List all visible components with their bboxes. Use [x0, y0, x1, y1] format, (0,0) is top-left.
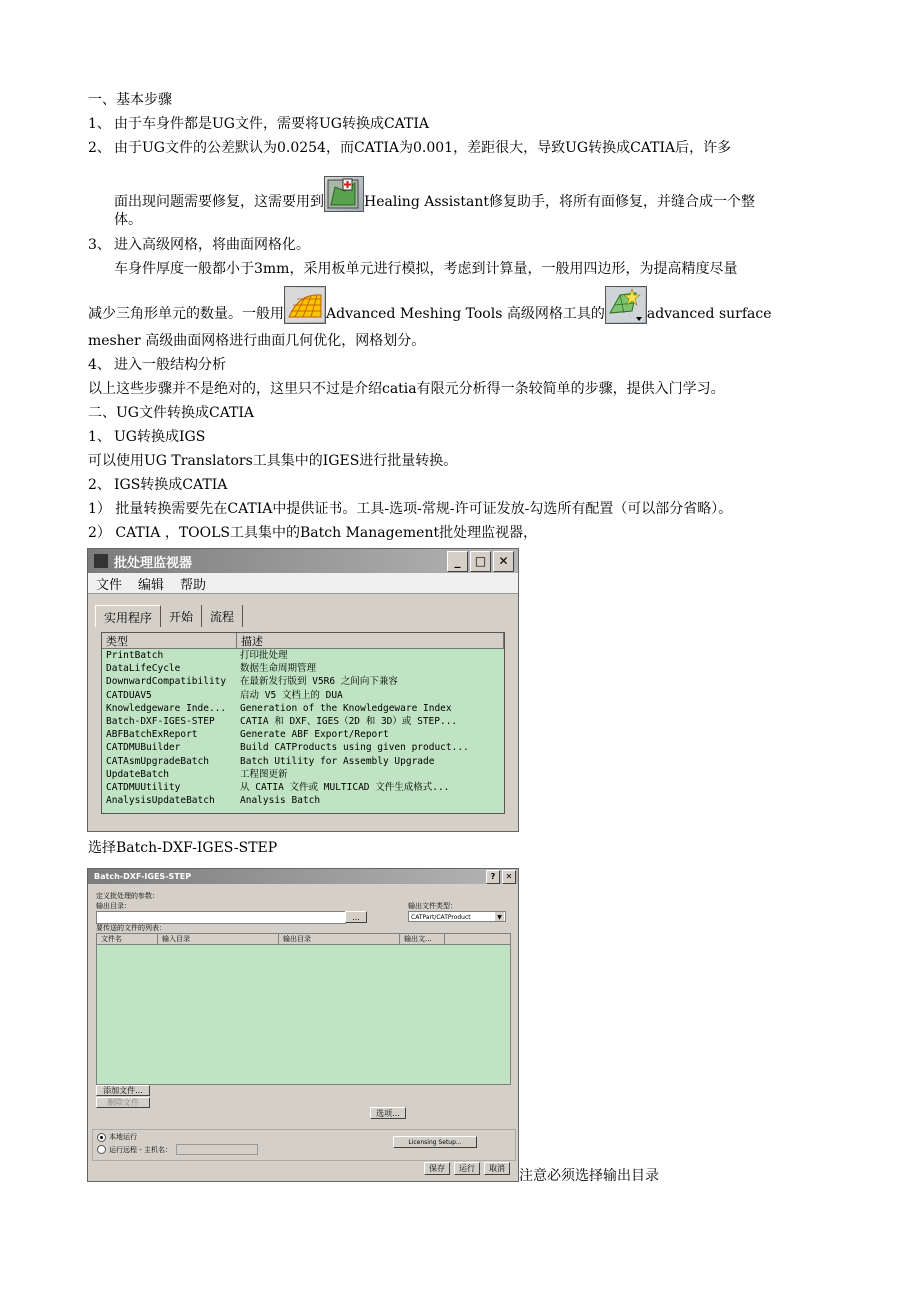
list-header	[102, 633, 504, 649]
list-item-desc: 在最新发行版到 V5R6 之间向下兼容	[240, 676, 398, 688]
browse-button[interactable]: ...	[345, 911, 367, 923]
caption-2: 注意必须选择输出目录	[519, 1168, 659, 1184]
list-item[interactable]	[102, 794, 504, 807]
cancel-button[interactable]: 取消	[484, 1162, 510, 1175]
step-3-paragraph-line2	[88, 286, 772, 324]
paragraph-text: Advanced Meshing Tools 高级网格工具的	[326, 306, 605, 322]
run-mode-group	[92, 1129, 516, 1161]
column-header-output-file[interactable]: 输出文...	[400, 934, 445, 944]
list-item-type: DataLifeCycle	[106, 663, 181, 675]
step-3	[88, 235, 310, 255]
tab-process[interactable]: 流程	[202, 605, 243, 627]
list-item-desc: 从 CATIA 文件或 MULTICAD 文件生成格式...	[240, 781, 450, 793]
list-item-type: ABFBatchExReport	[106, 729, 198, 741]
list-item[interactable]	[102, 689, 504, 702]
column-header-type[interactable]: 类型	[102, 633, 237, 648]
remote-run-label: 运行远程 - 主机名：	[109, 1145, 172, 1154]
list-item[interactable]	[102, 741, 504, 754]
add-file-button[interactable]: 添加文件...	[96, 1085, 150, 1096]
tab-utilities[interactable]: 实用程序	[95, 605, 161, 627]
step-3-paragraph: 车身件厚度一般都小于3mm，采用板单元进行模拟，考虑到计算量，一般用四边形，为提高精度尽量	[114, 261, 738, 277]
step-2	[88, 138, 731, 158]
list-item-type: PrintBatch	[106, 650, 164, 661]
list-item-desc: Generate ABF Export/Report	[240, 729, 389, 741]
menu-edit[interactable]: 编辑	[138, 577, 165, 593]
close-button[interactable]: ✕	[493, 551, 514, 572]
list-item-desc: Batch Utility for Assembly Upgrade	[240, 755, 435, 767]
list-item[interactable]	[102, 702, 504, 715]
step-text: IGS转换成CATIA	[114, 477, 228, 493]
batch-dxf-iges-step-dialog	[87, 868, 519, 1182]
column-header-input-dir[interactable]: 输入目录	[158, 934, 279, 944]
list-item[interactable]	[102, 755, 504, 768]
local-run-label: 本地运行	[109, 1133, 137, 1141]
utility-list	[101, 632, 505, 814]
list-item-type: Batch-DXF-IGES-STEP	[106, 715, 215, 727]
chevron-down-icon[interactable]: ▼	[495, 912, 504, 921]
paragraph-text: 减少三角形单元的数量。一般用	[88, 306, 284, 322]
run-button[interactable]: 运行	[454, 1162, 480, 1175]
app-icon	[94, 554, 108, 568]
dialog-titlebar	[88, 869, 518, 884]
list-item[interactable]	[102, 768, 504, 781]
close-button[interactable]: ✕	[502, 870, 516, 884]
step-number: 1、	[88, 429, 111, 445]
maximize-button[interactable]: □	[470, 551, 491, 572]
step-4	[88, 355, 226, 375]
file-list-label: 要传送的文件的列表：	[96, 924, 166, 932]
step-2-continued	[114, 178, 755, 212]
hostname-input[interactable]	[176, 1144, 258, 1155]
step-number: 2、	[88, 477, 111, 493]
step-number: 2、	[88, 140, 111, 156]
list-item[interactable]	[102, 728, 504, 741]
bullet-2: 2） CATIA ，TOOLS工具集中的Batch Management批处理监视器，	[88, 525, 538, 541]
radio-checked-icon[interactable]	[97, 1133, 106, 1142]
list-item-desc: CATIA 和 DXF、IGES（2D 和 3D）或 STEP...	[240, 715, 458, 727]
step-text: 由于UG文件的公差默认为0.0254，而CATIA为0.001，差距很大，导致UG转换成CATIA后，许多	[114, 140, 732, 156]
step-2-end: 体。	[114, 212, 142, 228]
step-number: 3、	[88, 237, 111, 253]
subsection-2	[88, 475, 227, 495]
step-text: 面出现问题需要修复，这需要用到	[114, 194, 324, 210]
list-item-desc: Analysis Batch	[240, 795, 321, 807]
list-item-type: UpdateBatch	[106, 768, 169, 780]
list-item-type: DownwardCompatibility	[106, 676, 227, 688]
batch-monitor-window	[87, 548, 519, 832]
list-item[interactable]	[102, 649, 504, 662]
step-text: UG转换成IGS	[114, 429, 206, 445]
list-item-desc: 启动 V5 文档上的 DUA	[240, 689, 343, 701]
list-item-type: CATAsmUpgradeBatch	[106, 755, 209, 767]
list-item[interactable]	[102, 662, 504, 675]
paragraph-text: advanced surface	[646, 306, 772, 322]
menu-file[interactable]: 文件	[96, 577, 123, 593]
list-item-type: CATDUAV5	[106, 689, 152, 701]
window-title: 批处理监视器	[114, 555, 193, 571]
step-1	[88, 114, 429, 134]
radio-unchecked-icon[interactable]	[97, 1145, 106, 1154]
local-run-option[interactable]	[97, 1132, 137, 1142]
list-item-type: CATDMUBuilder	[106, 742, 181, 754]
remote-run-option[interactable]	[97, 1144, 258, 1155]
output-type-label: 输出文件类型：	[408, 902, 457, 910]
output-dir-label: 输出目录：	[96, 902, 131, 910]
file-list-header	[97, 934, 510, 945]
healing-assistant-icon	[324, 176, 364, 212]
dialog-title: Batch-DXF-IGES-STEP	[94, 872, 192, 881]
list-item-desc: Build CATProducts using given product...	[240, 742, 469, 754]
step-number: 4、	[88, 357, 111, 373]
list-item[interactable]	[102, 675, 504, 688]
caption-1: 选择Batch-DXF-IGES-STEP	[88, 840, 278, 856]
column-header-filename[interactable]: 文件名	[97, 934, 158, 944]
step-text: 进入高级网格，将曲面网格化。	[114, 237, 310, 253]
bullet-1: 1） 批量转换需要先在CATIA中提供证书。工具-选项-常规-许可证发放-勾选所有配置（可以部分省略）。	[88, 501, 733, 517]
step-3-paragraph-line3: mesher 高级曲面网格进行曲面几何优化，网格划分。	[88, 333, 426, 349]
list-item-desc: Generation of the Knowledgeware Index	[240, 702, 452, 714]
file-list	[96, 933, 511, 1085]
subsection-1	[88, 427, 205, 447]
menu-help[interactable]: 帮助	[180, 577, 207, 593]
column-header-desc[interactable]: 描述	[237, 633, 504, 648]
step-text: 由于车身件都是UG文件，需要将UG转换成CATIA	[114, 116, 429, 132]
list-item[interactable]	[102, 781, 504, 794]
remove-file-button[interactable]: 删除文件	[96, 1097, 150, 1108]
column-header-output-dir[interactable]: 输出目录	[279, 934, 400, 944]
save-button[interactable]: 保存	[424, 1162, 450, 1175]
step-text: 进入一般结构分析	[114, 357, 226, 373]
window-titlebar	[88, 549, 518, 573]
section-heading-1: 一、基本步骤	[88, 92, 172, 108]
tab-strip	[95, 605, 243, 627]
output-type-select[interactable]	[408, 911, 506, 922]
note-paragraph: 以上这些步骤并不是绝对的，这里只不过是介绍catia有限元分析得一条较简单的步骤，提供入门学习。	[88, 381, 725, 397]
section-heading-2: 二、UG文件转换成CATIA	[88, 405, 255, 421]
menu-bar	[88, 573, 518, 594]
tab-start[interactable]: 开始	[161, 605, 202, 627]
advanced-surface-mesher-icon	[605, 286, 647, 324]
list-item[interactable]	[102, 715, 504, 728]
list-item-desc: 工程图更新	[240, 768, 288, 780]
advanced-meshing-tools-icon	[284, 286, 326, 324]
step-number: 1、	[88, 116, 111, 132]
subsection-1-desc: 可以使用UG Translators工具集中的IGES进行批量转换。	[88, 453, 458, 469]
step-text: Healing Assistant修复助手，将所有面修复，并缝合成一个整	[364, 194, 755, 210]
output-type-value: CATPart/CATProduct	[411, 914, 471, 921]
list-item-type: CATDMUUtility	[106, 781, 181, 793]
options-button[interactable]: 选项...	[370, 1107, 406, 1119]
licensing-setup-button[interactable]: Licensing Setup...	[393, 1136, 477, 1148]
list-item-type: Knowledgeware Inde...	[106, 702, 227, 714]
list-body	[102, 649, 504, 807]
list-item-desc: 打印批处理	[240, 650, 288, 661]
minimize-button[interactable]: _	[447, 551, 468, 572]
help-button[interactable]: ?	[486, 870, 500, 884]
list-item-desc: 数据生命周期管理	[240, 663, 317, 675]
params-label: 定义批处理的参数：	[96, 892, 159, 900]
list-item-type: AnalysisUpdateBatch	[106, 795, 215, 807]
